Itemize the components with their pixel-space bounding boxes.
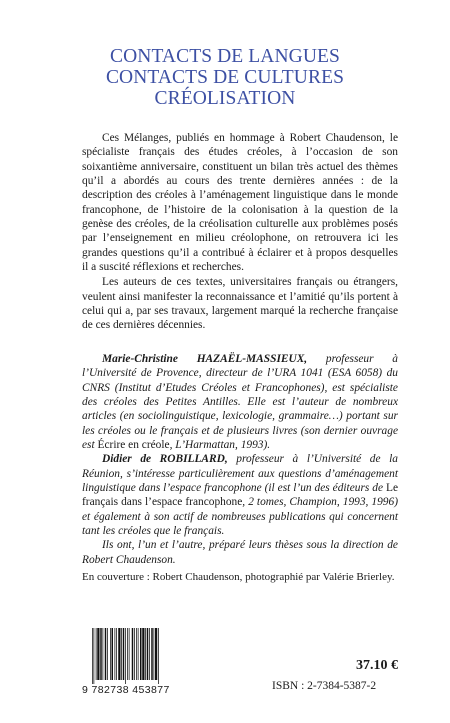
barcode-bar — [118, 628, 120, 680]
barcode-bar — [96, 628, 97, 680]
barcode-bar — [92, 628, 93, 684]
author-bios — [82, 352, 398, 567]
author-1-bio-a: professeur à l’Université de Provence, directeur de l’URA 1041 (ESA 6058) du CNRS (Institut d’Etudes Créoles et Francophones), est spécialiste des créoles des Petites Antilles. Elle est l’auteur de nombreux articles (en sociolinguistique, lexicologie, grammaire…) portant sur les créoles ou le français et de plusieurs livres (son dernier ouvrage est — [82, 353, 398, 452]
barcode-bar — [145, 628, 146, 680]
barcode-bar — [121, 628, 122, 680]
barcode-bar — [136, 628, 137, 680]
author-2-bio-a: professeur à l’Université de la Réunion, s’intéresse particulièrement aux questions d’aménagement linguistique dans l’espace francophone (il est l’un des éditeurs de — [82, 453, 398, 495]
isbn: ISBN : 2-7384-5387-2 — [272, 680, 377, 692]
title-line-3: CRÉOLISATION — [154, 88, 296, 109]
barcode-bar — [107, 628, 108, 680]
author-1-bio-b: , L’Harmattan, 1993). — [169, 439, 271, 452]
barcode-bar — [97, 628, 99, 680]
barcode-bar — [105, 628, 107, 680]
author-bio-2 — [82, 452, 398, 538]
author-2-bio-b: , 2 tomes, Champion, 1993, 1996) et également à son actif de nombreuses publications qui concernent tant les créoles que le français. — [82, 496, 398, 538]
barcode-bar — [115, 628, 116, 680]
barcode-bar — [127, 628, 128, 680]
barcode-bar — [132, 628, 134, 680]
authors-closing: Ils ont, l’un et l’autre, préparé leurs thèses sous la direction de Robert Chaudenson. — [82, 539, 398, 566]
author-bio-1 — [82, 352, 398, 452]
barcode-bar — [116, 628, 117, 680]
book-title — [0, 46, 450, 109]
barcode-bar — [129, 628, 130, 680]
cover-credit: En couverture : Robert Chaudenson, photographié par Valérie Brierley. — [82, 571, 395, 583]
barcode-bar — [134, 628, 135, 680]
barcode-bar — [158, 628, 159, 684]
author-2-name: Didier de ROBILLARD, — [102, 453, 228, 466]
barcode-bar — [142, 628, 144, 680]
blurb — [82, 131, 398, 333]
title-line-2: CONTACTS DE CULTURES — [105, 67, 345, 88]
barcode-digits: 9 782738 453877 — [82, 684, 170, 696]
barcode-bar — [154, 628, 155, 680]
barcode-bar — [123, 628, 125, 680]
barcode-bar — [140, 628, 142, 680]
author-1-name: Marie-Christine HAZAËL-MASSIEUX, — [102, 353, 308, 365]
barcode-bars — [92, 628, 186, 684]
blurb-paragraph-1: Ces Mélanges, publiés en hommage à Robert Chaudenson, le spécialiste français des études créoles, à l’occasion de son soixantième anniversaire, constituent un bilan très actuel des thèmes qu’il a abordés au cours des trente dernières années : de la description des créoles à l’aménagement linguistique dans le monde francophone, de l’histoire de la colonisation à la question de la genèse des créoles, de la créolisation culturelle aux problèmes posés par l’enseignement en milieu créolophone, on retrouvera ici les grandes questions qu’il a contribué à éclairer et à propos desquelles il a suscité réflexions et recherches. — [82, 132, 398, 274]
price: 37.10 € — [356, 658, 398, 673]
barcode-bar — [112, 628, 114, 680]
author-1-book: Écrire en créole — [97, 439, 170, 452]
barcode-bar — [125, 628, 126, 684]
title-line-1: CONTACTS DE LANGUES — [109, 46, 340, 67]
barcode-bar — [103, 628, 104, 680]
barcode-bar — [100, 628, 102, 680]
barcode-bar — [147, 628, 149, 680]
barcode-bar — [149, 628, 150, 680]
blurb-paragraph-2: Les auteurs de ces textes, universitaires français ou étrangers, veulent ainsi manifester la reconnaissance et l’amitié qu’ils portent à celui qui a, par ses travaux, largement marqué la recherche française de ces dernières décennies. — [82, 276, 398, 332]
barcode-bar — [138, 628, 139, 680]
barcode-bar — [151, 628, 153, 680]
barcode-bar — [110, 628, 111, 680]
barcode-bar — [94, 628, 95, 684]
author-2-book: Le français dans l’espace francophone — [82, 482, 398, 509]
barcode-bar — [155, 628, 157, 680]
barcode — [82, 628, 182, 696]
